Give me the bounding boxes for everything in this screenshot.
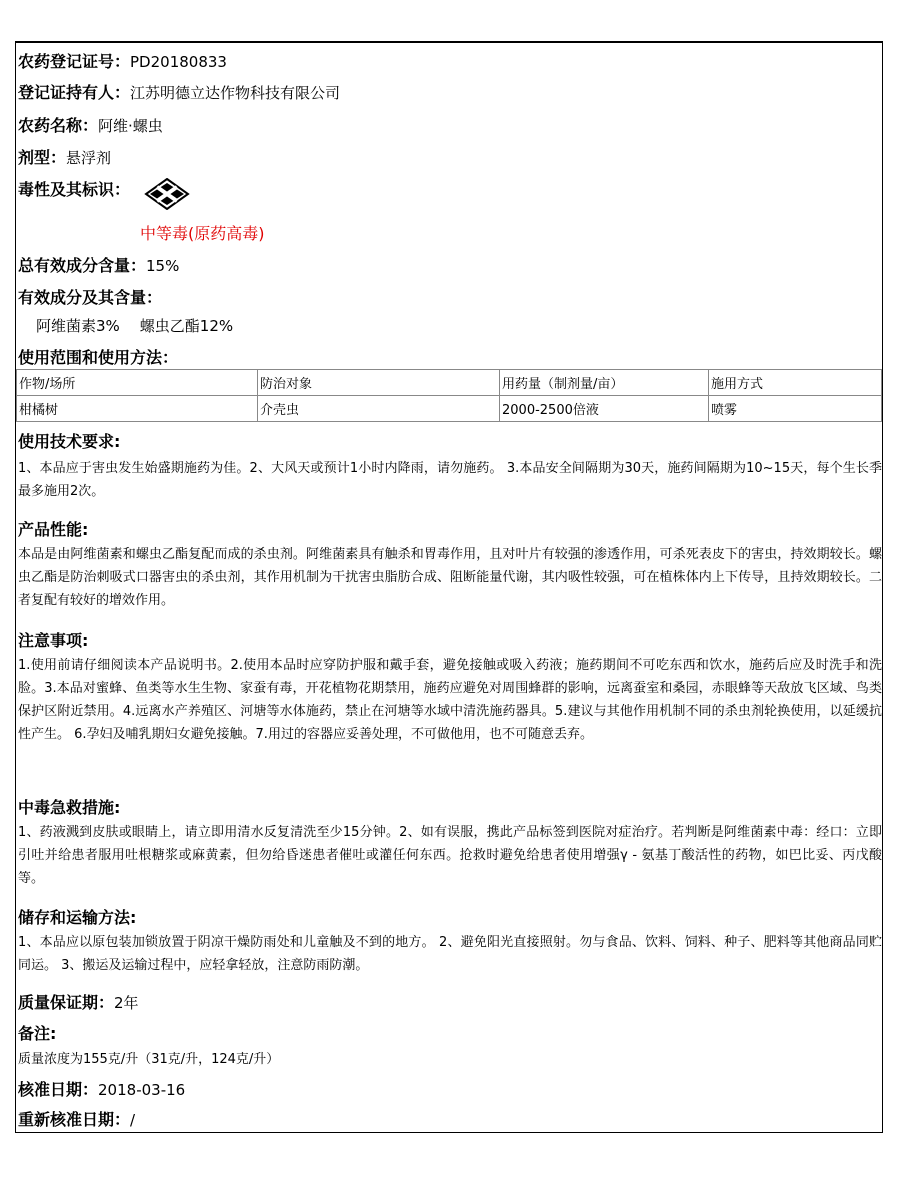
usage-table bbox=[16, 369, 882, 422]
table-cell: 柑橘树 bbox=[17, 396, 258, 422]
table-cell: 介壳虫 bbox=[258, 396, 500, 422]
form-row bbox=[18, 145, 111, 168]
reg-no-label: 农药登记证号： bbox=[18, 52, 131, 71]
ingredient-item: 螺虫乙酯12% bbox=[139, 317, 234, 335]
ingredients-label: 有效成分及其含量： bbox=[18, 288, 163, 307]
holder-row bbox=[18, 80, 340, 103]
total-content-value: 15% bbox=[146, 257, 180, 275]
approval-value: 2018-03-16 bbox=[98, 1081, 186, 1099]
table-row bbox=[17, 396, 882, 422]
reapproval-label: 重新核准日期： bbox=[18, 1110, 131, 1129]
name-value: 阿维·螺虫 bbox=[98, 117, 163, 135]
table-cell: 2000-2500倍液 bbox=[500, 396, 709, 422]
holder-value: 江苏明德立达作物科技有限公司 bbox=[130, 84, 341, 102]
reapproval-value: / bbox=[130, 1111, 136, 1129]
table-header-row bbox=[17, 370, 882, 396]
registration-card bbox=[15, 41, 883, 1133]
total-content-label: 总有效成分含量： bbox=[18, 256, 147, 275]
performance-text: 本品是由阿维菌素和螺虫乙酯复配而成的杀虫剂。阿维菌素具有触杀和胃毒作用，且对叶片有较强的渗透作用，可杀死表皮下的害虫，持效期较长。螺虫乙酯是防治刺吸式口器害虫的杀虫剂，其作用机制为干扰害虫脂肪合成、阻断能量代谢，其内吸性较强，可在植株体内上下传导，且持效期较长。二者复配有较好的增效作用。 bbox=[18, 547, 882, 608]
usage-label: 使用范围和使用方法： bbox=[18, 348, 179, 367]
reg-no-row bbox=[18, 49, 227, 72]
total-content-row bbox=[18, 253, 179, 276]
table-cell: 喷雾 bbox=[709, 396, 882, 422]
first-aid-label: 中毒急救措施: bbox=[18, 798, 121, 817]
name-label: 农药名称： bbox=[18, 116, 99, 135]
approval-row bbox=[18, 1077, 185, 1100]
toxicity-label: 毒性及其标识： bbox=[18, 180, 131, 199]
ingredient-item: 阿维菌素3% bbox=[36, 317, 120, 335]
cautions-label: 注意事项: bbox=[18, 631, 89, 650]
approval-label: 核准日期： bbox=[18, 1080, 99, 1099]
toxicity-value: 中等毒(原药高毒) bbox=[140, 224, 265, 243]
performance-label: 产品性能: bbox=[18, 520, 89, 539]
header-cell: 施用方式 bbox=[709, 370, 882, 396]
cautions-text: 1.使用前请仔细阅读本产品说明书。2.使用本品时应穿防护服和戴手套，避免接触或吸入药液；施药期间不可吃东西和饮水，施药后应及时洗手和洗脸。3.本品对蜜蜂、鱼类等水生生物、家蚕有毒，开花植物花期禁用，施药应避免对周围蜂群的影响，远离蚕室和桑园，赤眼蜂等天敌放飞区域、鸟类保护区附近禁用。4.远离水产养殖区、河塘等水体施药，禁止在河塘等水域中清洗施药器具。5.建议与其他作用机制不同的杀虫剂轮换使用，以延缓抗性产生。 6.孕妇及哺乳期妇女避免接触。7.用过的容器应妥善处理，不可做他用，也不可随意丢弃。 bbox=[18, 658, 882, 742]
tech-label: 使用技术要求: bbox=[18, 432, 121, 451]
ingredients-list bbox=[36, 315, 233, 336]
tech-text: 1、本品应于害虫发生始盛期施药为佳。2、大风天或预计1小时内降雨，请勿施药。 3.本品安全间隔期为30天，施药间隔期为10~15天，每个生长季最多施用2次。 bbox=[18, 461, 882, 499]
storage-label: 储存和运输方法: bbox=[18, 908, 137, 927]
storage-text: 1、本品应以原包装加锁放置于阴凉干燥防雨处和儿童触及不到的地方。 2、避免阳光直接照射。勿与食品、饮料、饲料、种子、肥料等其他商品同贮同运。 3、搬运及运输过程中，应轻拿轻放，注意防雨防潮。 bbox=[18, 935, 882, 973]
first-aid-text: 1、药液溅到皮肤或眼睛上，请立即用清水反复清洗至少15分钟。2、如有误服，携此产品标签到医院对症治疗。若判断是阿维菌素中毒：经口：立即引吐并给患者服用吐根糖浆或麻黄素，但勿给昏迷患者催吐或灌任何东西。抢救时避免给患者使用增强γ - 氨基丁酸活性的药物，如巴比妥、丙戊酸等。 bbox=[18, 825, 882, 886]
remark-text: 质量浓度为155克/升（31克/升，124克/升） bbox=[18, 1052, 280, 1067]
warranty-value: 2年 bbox=[114, 994, 139, 1012]
warranty-row bbox=[18, 990, 139, 1013]
reg-no-value: PD20180833 bbox=[130, 53, 227, 71]
toxicity-diamond-icon bbox=[144, 178, 190, 210]
reapproval-row bbox=[18, 1107, 135, 1130]
toxicity-row bbox=[18, 177, 130, 200]
holder-label: 登记证持有人： bbox=[18, 83, 131, 102]
header-cell: 作物/场所 bbox=[17, 370, 258, 396]
name-row bbox=[18, 113, 163, 136]
header-cell: 防治对象 bbox=[258, 370, 500, 396]
form-label: 剂型： bbox=[18, 148, 67, 167]
form-value: 悬浮剂 bbox=[66, 149, 112, 167]
header-cell: 用药量（制剂量/亩） bbox=[500, 370, 709, 396]
remark-label: 备注: bbox=[18, 1024, 57, 1043]
warranty-label: 质量保证期： bbox=[18, 993, 115, 1012]
